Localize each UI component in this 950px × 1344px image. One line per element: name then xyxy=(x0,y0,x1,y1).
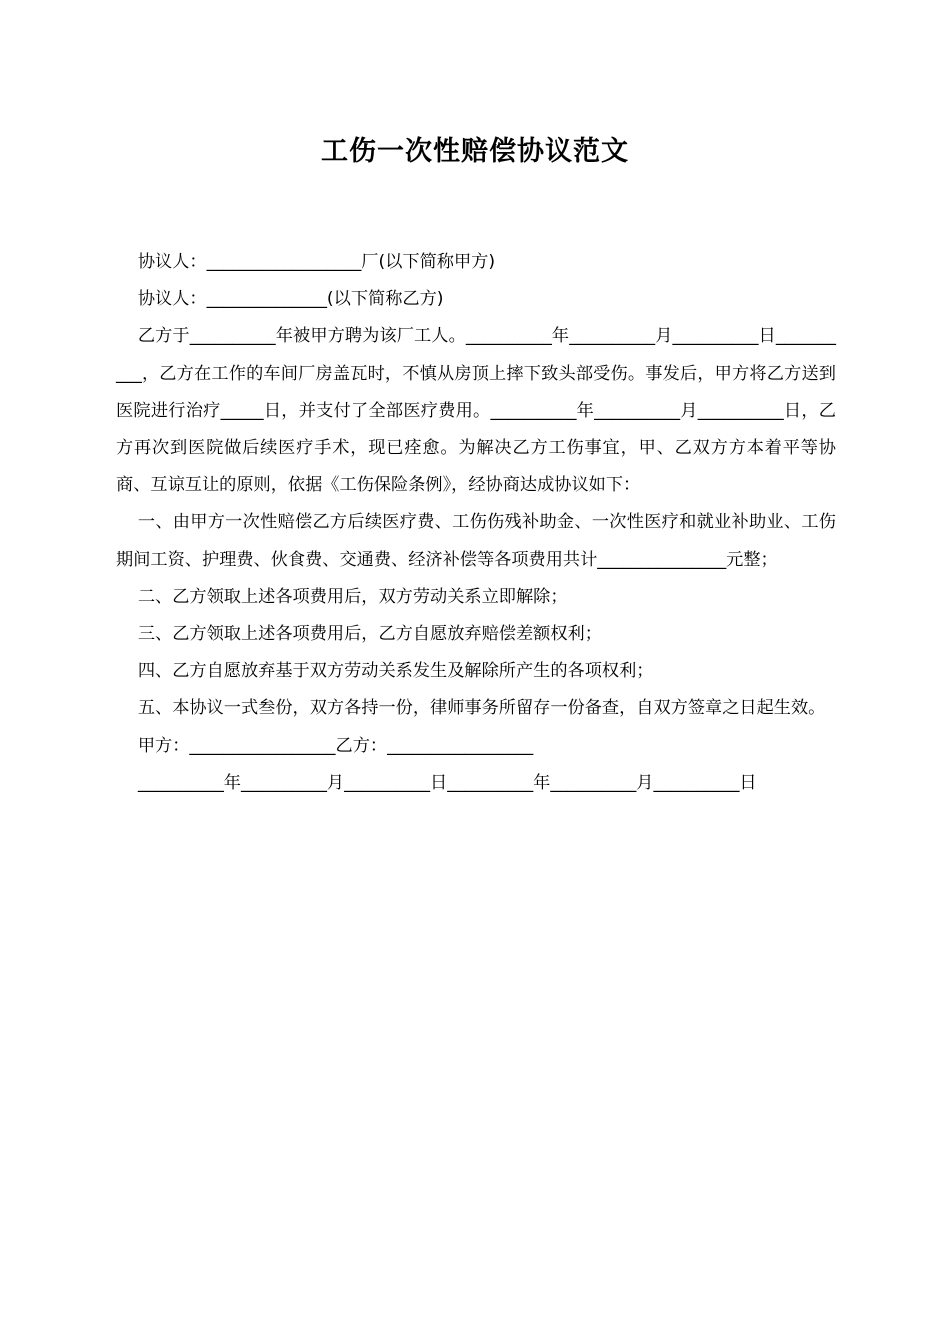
signature-line: 甲方：_________________乙方：_________________ xyxy=(137,735,534,756)
date-line: __________年__________月__________日__________年__________月__________日 xyxy=(137,772,757,793)
clause-1: 一、由甲方一次性赔偿乙方后续医疗费、工伤伤残补助金、一次性医疗和就业补助业、工伤期间工资、护理费、伙食费、交通费、经济补偿等各项费用共计_______________元整； xyxy=(116,512,836,570)
clause-4: 四、乙方自愿放弃基于双方劳动关系发生及解除所产生的各项权利； xyxy=(137,661,654,682)
party-b-line: 协议人：______________(以下简称乙方) xyxy=(137,289,444,310)
document-title: 工伤一次性赔偿协议范文 xyxy=(321,136,629,167)
clause-2: 二、乙方领取上述各项费用后，双方劳动关系立即解除； xyxy=(137,586,568,607)
document-body xyxy=(116,244,836,802)
clause-5: 五、本协议一式叁份，双方各持一份，律师事务所留存一份备查，自双方签章之日起生效。 xyxy=(137,698,826,719)
background-paragraph: 乙方于__________年被甲方聘为该厂工人。__________年__________月__________日__________，乙方在工作的车间厂房盖瓦时，不慎从房顶上摔下致头部受伤。事发后，甲方将乙方送到医院进行治疗_____日，并支付了全部医疗费用。__________年__________月__________日，乙方再次到医院做后续医疗手术，现已痊愈。为解决乙方工伤事宜，甲、乙双方方本着平等协商、互谅互让的原则，依据《工伤保险条例》，经协商达成协议如下： xyxy=(116,326,836,496)
clause-3: 三、乙方领取上述各项费用后，乙方自愿放弃赔偿差额权利； xyxy=(137,624,602,645)
party-a-line: 协议人：__________________厂(以下简称甲方) xyxy=(137,252,496,272)
